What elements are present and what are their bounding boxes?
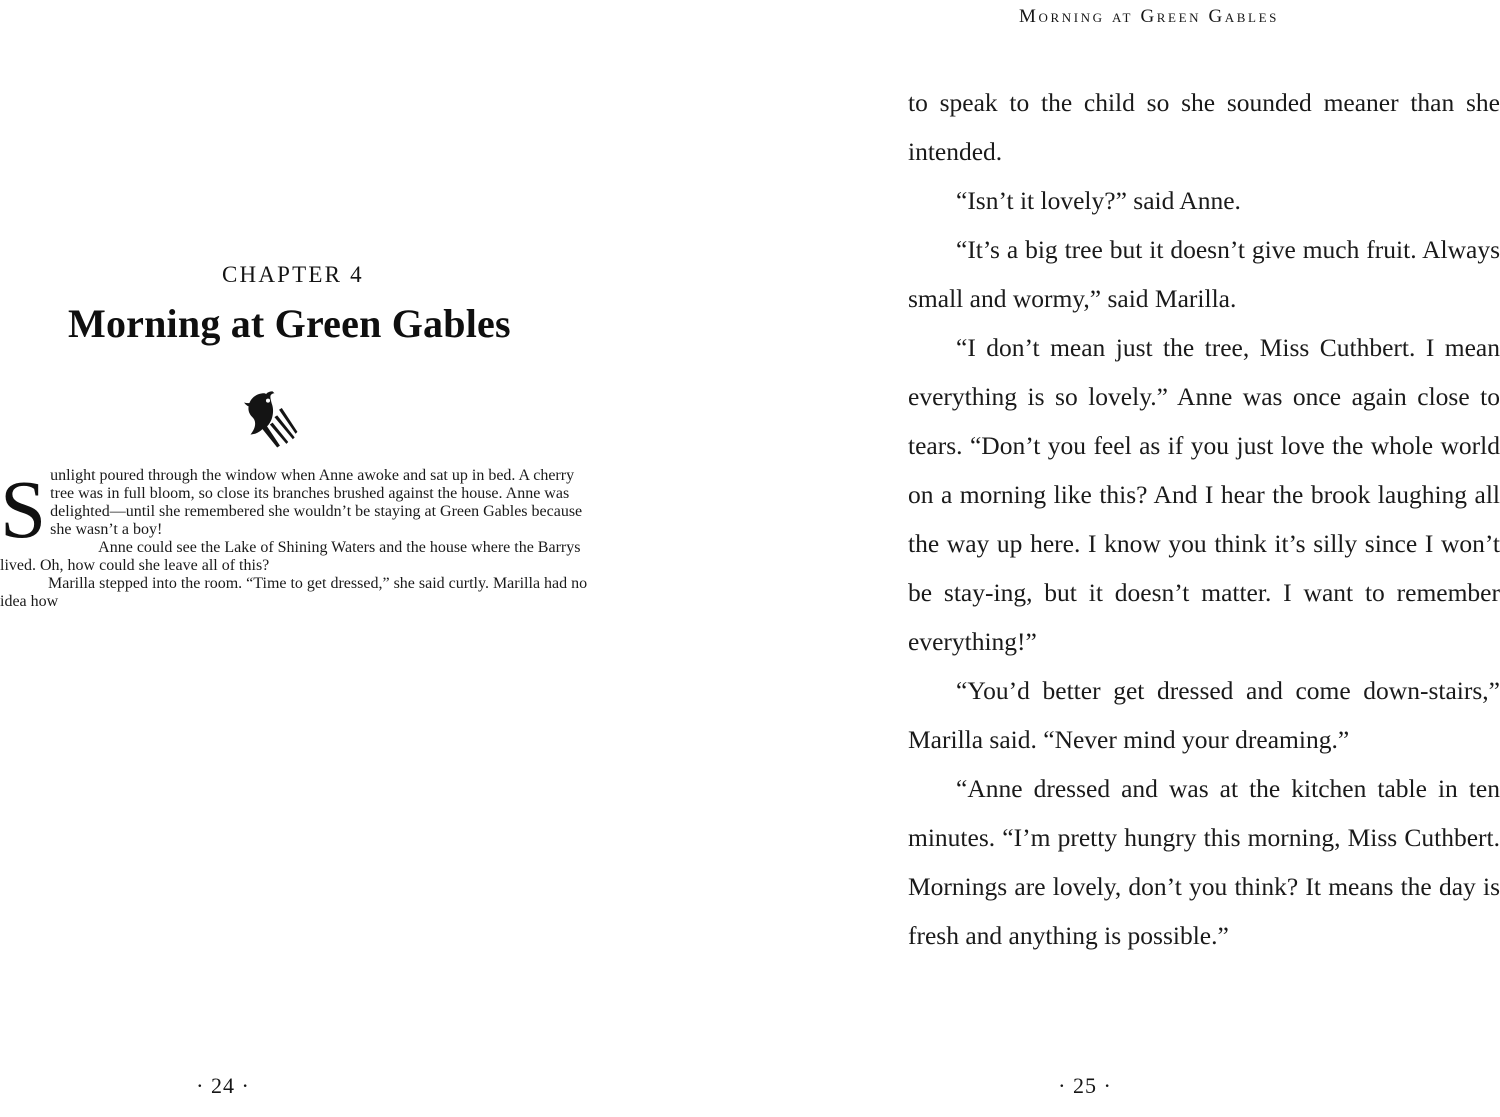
chapter-opener — [0, 262, 590, 623]
paragraph: Sunlight poured through the window when Anne awoke and sat up in bed. A cherry tree was in full bloom, so close its branches brushed against the house. Anne was delighted—until she remembered she wouldn’t be staying at Green Gables because she wasn’t a boy! — [0, 463, 583, 555]
paragraph: to speak to the child so she sounded meaner than she intended. — [908, 88, 1500, 166]
paragraph: Marilla stepped into the room. “Time to get dressed,” she said curtly. Marilla had no idea how — [0, 575, 588, 610]
paragraph: “You’d better get dressed and come down-stairs,” Marilla said. “Never mind your dreaming.” — [908, 676, 1500, 754]
right-column-text — [908, 78, 1500, 960]
paragraph: “It’s a big tree but it doesn’t give much fruit. Always small and wormy,” said Marilla. — [908, 235, 1500, 313]
folio-right: · 25 · — [1058, 1073, 1112, 1098]
paragraph: “Isn’t it lovely?” said Anne. — [956, 186, 1241, 215]
paragraph: “I don’t mean just the tree, Miss Cuthbert. I mean everything is so lovely.” Anne was once again close to tears. “Don’t you feel as if you just love the whole world on a morning like this? And I hear the brook laughing all the way up here. I know you think it’s silly since I won’t be stay-ing, but it doesn’t matter. I want to remember everything!” — [908, 333, 1500, 656]
left-column-text — [0, 463, 590, 611]
running-head-right: Morning at Green Gables — [1019, 6, 1279, 27]
paragraph: “Anne dressed and was at the kitchen table in ten minutes. “I’m pretty hungry this morning, Miss Cuthbert. Mornings are lovely, don’t you think? It means the day is fresh and anything is possible.” — [908, 774, 1500, 950]
paragraph: Anne could see the Lake of Shining Waters and the house where the Barrys lived. Oh, how could she leave all of this? — [0, 539, 581, 574]
right-page — [750, 0, 1500, 1117]
drop-cap: S — [0, 463, 47, 555]
bird-ornament-icon — [222, 373, 314, 465]
chapter-label: CHAPTER 4 — [222, 262, 364, 287]
folio-left: · 24 · — [196, 1073, 250, 1098]
page-title: Morning at Green Gables — [68, 301, 511, 346]
